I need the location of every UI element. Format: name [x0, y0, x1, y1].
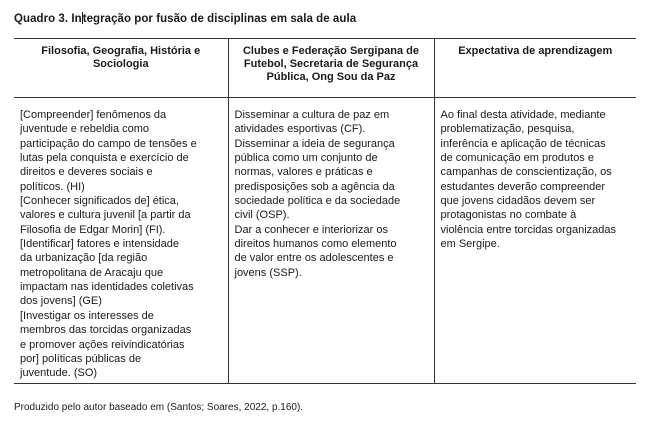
cell-line: participação do campo de tensões e [20, 137, 197, 150]
cell-line: violência entre torcidas organizadas [440, 223, 616, 236]
cell-line: direitos e deveres sociais e [20, 166, 153, 179]
table-row [14, 98, 636, 384]
cell-line: Ao final desta atividade, mediante [440, 109, 606, 121]
cell-line: protagonistas no combate à [440, 209, 577, 222]
cell-line: estudantes deverão compreender [440, 180, 605, 193]
cell-line: predisposições sob a agência da [234, 180, 395, 193]
cell-line: [Compreender] fenômenos da [20, 109, 167, 121]
cell-line: atividades esportivas (CF). [234, 123, 366, 136]
cell-line: pública como um conjunto de [234, 152, 378, 165]
cell-line: Disseminar a ideia de segurança [234, 137, 395, 150]
cell-line: civil (OSP). [234, 209, 290, 222]
cell-line: valores e cultura juvenil [a partir da [20, 209, 191, 222]
header-expectativa [434, 39, 636, 98]
cell-line: [Conhecer significados de] ética, [20, 195, 179, 208]
cell-line: campanhas de conscientização, os [440, 166, 612, 179]
cell-line: sociedade política e da sociedade [234, 195, 401, 208]
cell-line: de valor entre os adolescentes e [234, 252, 394, 265]
caption-text-end: tegração por fusão de disciplinas em sala de aula [82, 13, 357, 25]
cell-line: lutas pela conquista e exercício de [20, 152, 189, 165]
cell-disciplinas [14, 98, 228, 384]
cell-line: impactam nas identidades coletivas [20, 281, 194, 294]
cell-line: Disseminar a cultura de paz em [234, 109, 390, 121]
cell-line: de comunicação em produtos e [440, 152, 594, 165]
cell-line: [Identificar] fatores e intensidade [20, 238, 179, 251]
cell-line: direitos humanos como elemento [234, 238, 397, 251]
cell-line: por] políticas públicas de [20, 352, 142, 365]
header-line: Futebol, Secretaria de Segurança [243, 58, 419, 70]
header-line: Pública, Ong Sou da Paz [266, 71, 396, 83]
cell-parceiros [228, 98, 434, 384]
header-line: Expectativa de aprendizagem [458, 45, 613, 57]
quadro-table-container [14, 38, 636, 384]
header-parceiros [228, 39, 434, 98]
cell-line: juventude e rebeldia como [20, 123, 150, 136]
cell-line: que jovens cidadãos devem ser [440, 195, 596, 208]
table-caption [14, 12, 356, 25]
cell-line: em Sergipe. [440, 238, 500, 251]
header-line: Sociologia [92, 58, 149, 70]
cell-line: políticos. (HI) [20, 180, 85, 193]
cell-line: metropolitana de Aracaju que [20, 266, 164, 279]
cell-line: normas, valores e práticas e [234, 166, 373, 179]
cell-line: dos jovens] (GE) [20, 295, 102, 308]
cell-line: e promover ações reivindicatórias [20, 338, 185, 351]
cell-expectativa [434, 98, 636, 384]
caption-text-start: Quadro 3. In [14, 13, 82, 25]
quadro-table [14, 38, 636, 384]
source-note: Produzido pelo autor baseado em (Santos; Soares, 2022, p.160). [14, 402, 304, 413]
header-line: Clubes e Federação Sergipana de [242, 45, 420, 57]
cell-line: membros das torcidas organizadas [20, 324, 192, 337]
cell-line: problematização, pesquisa, [440, 123, 575, 136]
header-line: Filosofia, Geografia, História e [41, 45, 201, 57]
table-header-row [14, 39, 636, 98]
cell-line: Dar a conhecer e interiorizar os [234, 223, 388, 236]
cell-line: inferência e aplicação de técnicas [440, 137, 606, 150]
header-disciplinas [14, 39, 228, 98]
cell-line: [Investigar os interesses de [20, 309, 154, 322]
cell-line: juventude. (SO) [20, 367, 98, 380]
cell-line: da urbanização [da região [20, 252, 148, 265]
cell-line: jovens (SSP). [234, 266, 302, 279]
cell-line: Filosofia de Edgar Morin] (FI). [20, 223, 166, 236]
